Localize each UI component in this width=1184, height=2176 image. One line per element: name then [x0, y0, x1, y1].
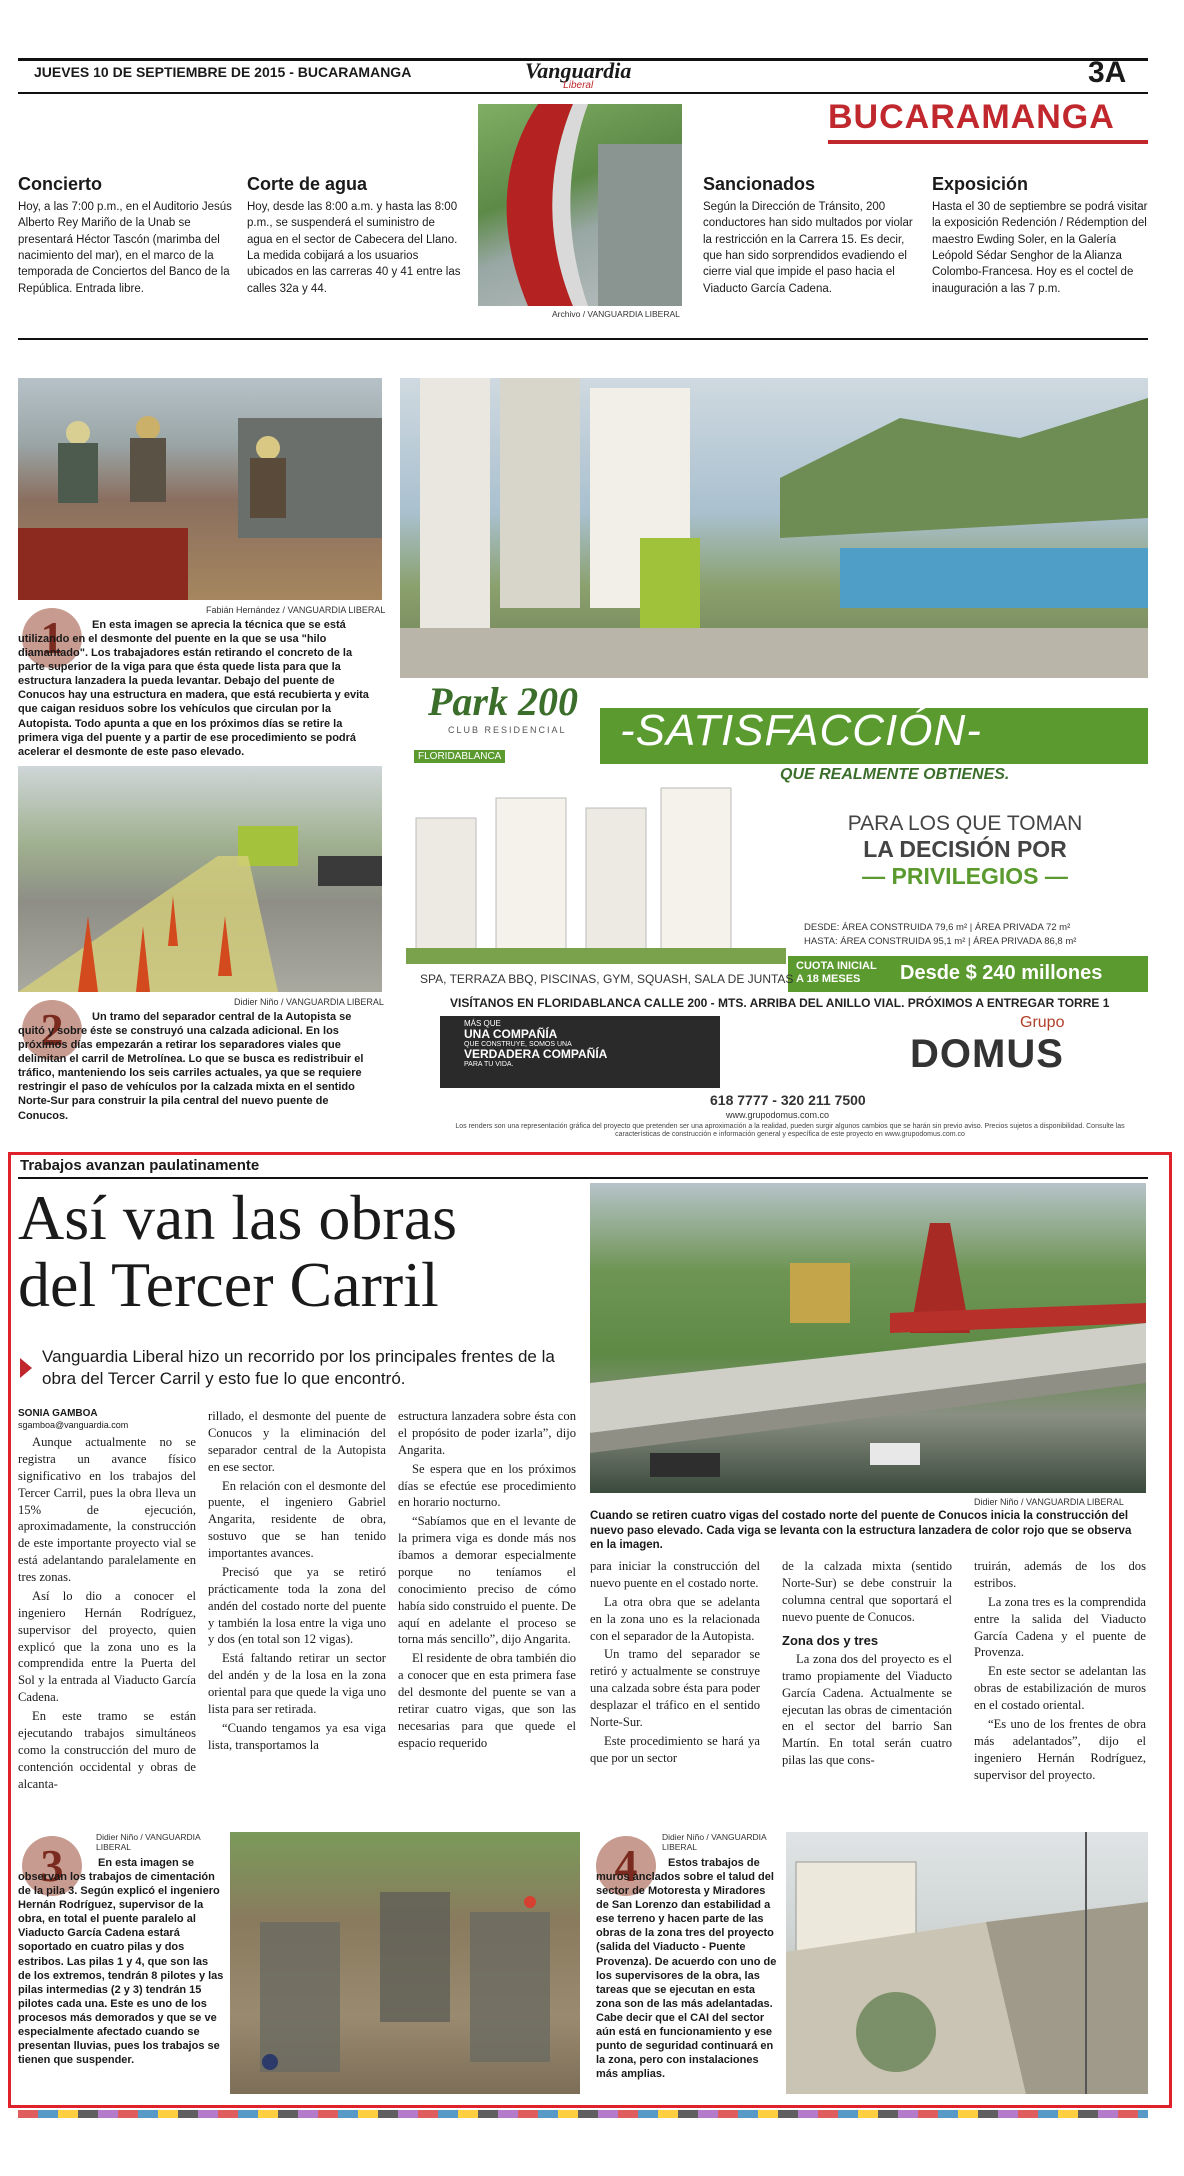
brief-corte-de-agua	[247, 174, 462, 297]
article-deck: Vanguardia Liberal hizo un recorrido por los principales frentes de la obra del Tercer Carril y esto fue lo que encontró.	[42, 1347, 555, 1389]
ad-render-drawing	[400, 378, 1148, 678]
top-photo-credit: Archivo / VANGUARDIA LIBERAL	[552, 309, 680, 319]
byline: SONIA GAMBOA	[18, 1408, 98, 1419]
brief-text: Según la Dirección de Tránsito, 200 conductores han sido multados por violar la restricción en la Carrera 15. Es decir, que han sido sorprendidos evadiendo el cierre vial que impide el paso hacia el Viaducto García Cadena.	[703, 201, 913, 295]
briefs-rule	[18, 338, 1148, 340]
ad-towers	[406, 778, 786, 964]
print-colour-bar	[18, 2110, 1148, 2118]
ad-domus-logo: Grupo DOMUS	[910, 1014, 1065, 1076]
brief-sancionados	[703, 174, 918, 297]
article-col-3: estructura lanzadera sobre ésta con el propósito de poder izarla”, dijo Angarita. Se espera que en los próximos días se efectúe ese procedimiento en horario nocturno. “Sabíamos que en el levante de la primera viga es donde más nos íbamos a demorar especialmente porque no teníamos el conocimiento preciso de cómo había sido construido el puente. De aquí en adelante el proceso se torna más sencillo”, dijo Angarita. El residente de obra también dio a conocer que en esta primera fase del desmonte del puente se van a retirar cuatro vigas, que son las necesarias para que quede el espacio requerido	[398, 1409, 576, 1750]
ad-desde: DESDE: ÁREA CONSTRUIDA 79,6 m² | ÁREA PRIVADA 72 m²	[804, 922, 1071, 933]
ad-web: www.grupodomus.com.co	[726, 1110, 830, 1120]
main-photo-bridge	[590, 1183, 1146, 1493]
ad-location: FLORIDABLANCA	[414, 750, 505, 763]
photo-2-caption: Un tramo del separador central de la Autopista se quitó y sobre éste se construyó una calzada adicional. En los próximos días empezarán a retirar los separadores viales que delimitan el carril de Metrolínea. Lo que se busca es redistribuir el tráfico, manteniendo los seis carriles actuales, ya que se requiere restringir el paso de vehículos por la calzada mixta en el sentido Norte-Sur para construir la pila central del nuevo puente de Conucos.	[18, 1011, 364, 1122]
foundation-drawing	[230, 1832, 580, 2094]
article-col-2: rillado, el desmonte del puente de Conucos y la eliminación del separador central de la Autopista en ese sector. En relación con el desmonte del puente, el ingeniero Gabriel Angarita, residente de obra, sostuvo que se han tenido importantes avances. Precisó que ya se retiró prácticamente toda la zona del andén del costado norte del puente y también la losa entre la viga uno y dos (en total son 12 vigas). Está faltando retirar un sector del andén y de la losa en la zona oriental para que quede la viga uno lista para ser retirada. “Cuando tengamos ya esa viga lista, transportamos la	[208, 1409, 386, 1752]
photo-2-credit: Didier Niño / VANGUARDIA LIBERAL	[234, 997, 384, 1007]
masthead-rule-bottom	[18, 92, 1148, 94]
brief-title: Concierto	[18, 174, 103, 194]
photo-1-credit: Fabián Hernández / VANGUARDIA LIBERAL	[206, 605, 386, 615]
deck-marker	[20, 1358, 32, 1378]
photo-3-caption: En esta imagen se observan los trabajos de cimentación de la pila 3. Según explicó el ingeniero Hernán Rodríguez, supervisor de la obra, en total el puente paralelo al Viaducto García Cadena estará soportado en cuatro pilas y dos estribos. Las pilas 1 y 4, que son las de los extremos, tendrán 8 pilotes y las pilas intermedias (2 y 3) tendrán 15 pilotes cada una. Este es uno de los procesos más demorados y que se ve especialmente afectado cuando se presentan lluvias, pues los trabajos se tienen que suspender.	[18, 1857, 224, 2067]
ad-brand-logo: Park 200 CLUB RESIDENCIAL	[428, 679, 578, 735]
article-col-4: para iniciar la construcción del nuevo puente en el costado norte. La otra obra que se adelanta en la zona uno es la relacionada con el separador de la Autopista. Un tramo del separador se retiró y actualmente se construye una calzada sobre ésta para poder desplazar el tráfico en el sentido Norte-Sur. Este procedimiento se hará ya que por un sector	[590, 1559, 760, 1765]
photo-4-caption: Estos trabajos de muros anclados sobre el talud del sector de Motoresta y Miradores de San Lorenzo dan estabilidad a ese terreno y hacen parte de las obras de la zona tres del proyecto (salida del Viaducto - Puente Provenza). De acuerdo con uno de los supervisores de la obra, las tareas que se ejecutan en esta zona son de las más adelantadas. Cabe decir que el CAI del sector aún está en funcionamiento y ese punto de seguridad continuará en la zona, pero con instalaciones más amplias.	[596, 1857, 777, 2081]
photo-4-credit: Didier Niño / VANGUARDIA LIBERAL	[662, 1832, 767, 1852]
ad-hasta: HASTA: ÁREA CONSTRUIDA 95,1 m² | ÁREA PRIVADA 86,8 m²	[804, 936, 1077, 947]
brief-title: Exposición	[932, 174, 1029, 194]
brief-exposicion	[932, 174, 1150, 297]
ad-towers-drawing	[406, 778, 786, 964]
section-rule	[828, 140, 1148, 144]
ad-subhead: QUE REALMENTE OBTIENES.	[780, 766, 1010, 783]
photo-1-workers	[18, 378, 382, 600]
byline-email: sgamboa@vanguardia.com	[18, 1420, 129, 1430]
ad-amenities: SPA, TERRAZA BBQ, PISCINAS, GYM, SQUASH, SALA DE JUNTAS	[420, 972, 794, 986]
ad-company-text: MÁS QUE UNA COMPAÑÍA QUE CONSTRUYE, SOMOS UNA VERDADERA COMPAÑÍA PARA TU VIDA.	[464, 1019, 608, 1068]
photo-3-credit: Didier Niño / VANGUARDIA LIBERAL	[96, 1832, 201, 1852]
brief-title: Sancionados	[703, 174, 816, 194]
ad-cuota: CUOTA INICIAL A 18 MESES	[796, 960, 877, 986]
workers-drawing	[18, 378, 382, 600]
photo-3-foundation	[230, 1832, 580, 2094]
brief-text: Hasta el 30 de septiembre se podrá visitar la exposición Redención / Rédemption del maestro Ewding Soler, en la Galería Leópold Sédar Senghor de la Alianza Colombo-Francesa. Hoy es el coctel de inauguración a las 7 p.m.	[932, 201, 1148, 295]
separator-drawing	[18, 766, 382, 992]
article-kicker: Trabajos avanzan paulatinamente	[20, 1157, 260, 1174]
article-col-6: truirán, además de los dos estribos. La zona tres es la comprendida entre la salida del Viaducto García Cadena y el puente de Provenza. En este sector se adelantan las obras de estabilización de muros en el costado oriental. “Es uno de los frentes de obra más adelantados”, dijo el ingeniero Hernán Rodríguez, supervisor del proyecto.	[974, 1559, 1146, 1782]
photo-2-separator	[18, 766, 382, 992]
brief-title: Corte de agua	[247, 174, 368, 194]
top-photo-barrier	[478, 104, 682, 306]
main-photo-caption: Cuando se retiren cuatro vigas del costado norte del puente de Conucos inicia la construcción del nuevo paso elevado. Cada viga se levanta con la estructura lanzadera de color rojo que se observa en la imagen.	[590, 1510, 1132, 1552]
page-number: 3A	[1088, 56, 1127, 89]
subhead-zona-dos-y-tres: Zona dos y tres	[782, 1632, 879, 1648]
article-col-1: Aunque actualmente no se registra un avance físico significativo en los trabajos del Tercer Carril, pues la obra lleva un 15% de ejecución, aproximadamente, la construcción de este importante proyecto vial se está adelantando paralelamente en tres zonas. Así lo dio a conocer el ingeniero Hernán Rodríguez, supervisor del proyecto, quien explicó que la zona uno es la comprendida entre la Puerta del Sol y la entrada al Viaducto García Cadena. En este tramo se están ejecutando trabajos simultáneos como la construcción del muro de contención occidental y obras de alcanta-	[18, 1435, 196, 1791]
wall-drawing	[786, 1832, 1148, 2094]
brief-text: Hoy, desde las 8:00 a.m. y hasta las 8:00 p.m., se suspenderá el suministro de agua en el sector de Cabecera del Llano. La medida cobijará a los usuarios ubicados en las carreras 40 y 41 entre las calles 32a y 44.	[247, 201, 461, 295]
photo-2-number: 2	[22, 1000, 82, 1060]
ad-disclaimer: Los renders son una representación gráfica del proyecto que pretenden ser una aproximación a la realidad, pueden surgir algunos cambios que se harán sin previo aviso. Precios sujetos a disponibilidad. Consulte las características de construcción e información general y específica de este proyecto en www.grupodomus.com.co	[455, 1123, 1125, 1139]
photo-1-caption: En esta imagen se aprecia la técnica que se está utilizando en el desmonte del puente en la que se usa "hilo diamantado". Los trabajadores están retirando el concreto de la parte superior de la viga para que ésta quede lista para que la estructura lanzadera la pueda levantar. Debajo del puente de Conucos hay una estructura en madera, que está recubierta y evita que caigan residuos sobre los vehículos que circulan por la Autopista. Todo apunta a que en los próximos días se retire la primera viga del puente y a partir de ese procedimiento se podrá acelerar el desmonte de este paso elevado.	[18, 619, 369, 758]
article-col-5: de la calzada mixta (sentido Norte-Sur) se debe construir la columna central que soportará el nuevo puente de Conucos. Zona dos y tres La zona dos del proyecto es el tramo propiamente del Viaducto García Cadena. Actualmente se ejecutan las obras de cimentación en el sector del barrio San Martín. En total serán cuatro pilas las que cons-	[782, 1559, 952, 1768]
masthead-logo: Vanguardia Liberal	[525, 58, 632, 91]
ad-park200	[400, 378, 1148, 1120]
main-photo-credit: Didier Niño / VANGUARDIA LIBERAL	[974, 1497, 1124, 1507]
ad-phones: 618 7777 - 320 211 7500	[710, 1092, 866, 1108]
photo-4-retaining-wall	[786, 1832, 1148, 2094]
brief-text: Hoy, a las 7:00 p.m., en el Auditorio Jesús Alberto Rey Mariño de la Unab se presentará Héctor Tascón (marimba del nacimiento del mar), en el marco de la temporada de Conciertos del Banco de la República. Entrada libre.	[18, 201, 232, 295]
photo-1-number: 1	[22, 608, 82, 668]
ad-visit: VISÍTANOS EN FLORIDABLANCA CALLE 200 - MTS. ARRIBA DEL ANILLO VIAL. PRÓXIMOS A ENTREGAR TORRE 1	[450, 996, 1110, 1010]
bridge-drawing	[590, 1183, 1146, 1493]
section-title: BUCARAMANGA	[828, 98, 1115, 136]
masthead-date: JUEVES 10 DE SEPTIEMBRE DE 2015 - BUCARAMANGA	[34, 64, 412, 80]
ad-price: Desde $ 240 millones	[900, 962, 1103, 984]
photo-3-number: 3	[22, 1836, 82, 1896]
ad-headline: -SATISFACCIÓN-	[620, 706, 982, 755]
article-headline: Así van las obras del Tercer Carril	[18, 1182, 458, 1321]
ad-pitch: PARA LOS QUE TOMAN LA DECISIÓN POR — PRIVILEGIOS —	[847, 812, 1083, 889]
barrier-drawing	[478, 104, 682, 306]
photo-4-number: 4	[596, 1836, 656, 1896]
ad-render	[400, 378, 1148, 678]
kicker-rule	[18, 1177, 1148, 1179]
brief-concierto	[18, 174, 233, 297]
